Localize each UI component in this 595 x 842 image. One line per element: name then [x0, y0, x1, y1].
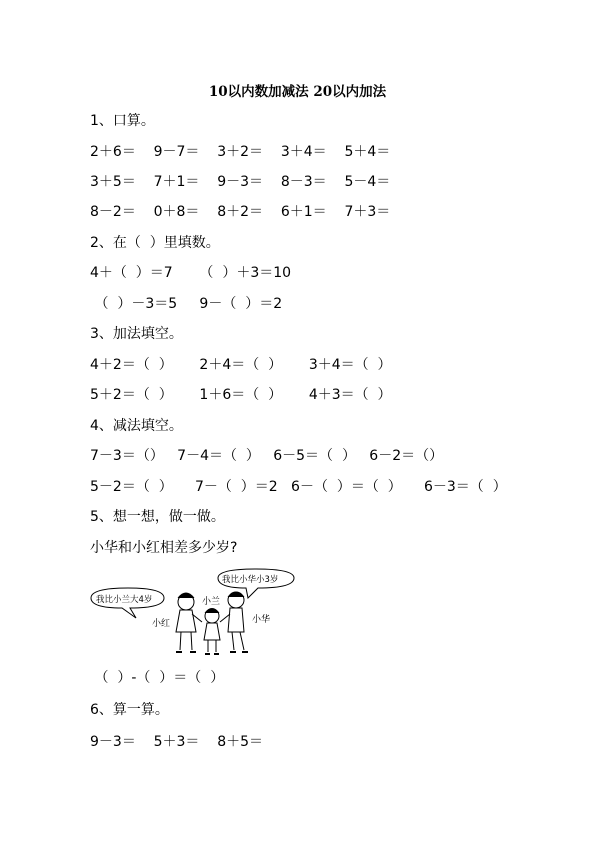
exercise-row: 2＋6＝ 9－7＝ 3＋2＝ 3＋4＝ 5＋4＝ — [90, 144, 391, 160]
exercise-row: 3＋5＝ 7＋1＝ 9－3＝ 8－3＝ 5－4＝ — [90, 174, 391, 190]
label-xiaohong: 小红 — [152, 619, 171, 629]
section-6-heading: 6、算一算。 — [90, 702, 169, 718]
children-illustration — [88, 566, 320, 662]
word-problem-question: 小华和小红相差多少岁? — [90, 540, 238, 556]
speech-bubble-left-text: 我比小兰大4岁 — [96, 595, 153, 605]
section-4-heading: 4、减法填空。 — [90, 418, 183, 434]
exercise-row: （ ）－3＝5 9－（ ）＝2 — [90, 296, 283, 312]
child-xiaohua — [220, 592, 248, 652]
answer-blank-row: （ ）-（ ）＝（ ） — [90, 670, 225, 686]
section-2-heading: 2、在（ ）里填数。 — [90, 235, 220, 251]
child-xiaolan — [204, 609, 220, 655]
exercise-row: 5＋2＝（ ） 1＋6＝（ ） 4＋3＝（ ） — [90, 387, 392, 403]
exercise-row: 4＋（ ）＝7 （ ）＋3＝10 — [90, 265, 292, 281]
section-3-heading: 3、加法填空。 — [90, 326, 183, 342]
child-xiaohong — [176, 593, 202, 652]
speech-bubble-right — [218, 569, 294, 598]
speech-bubble-right-text: 我比小华小3岁 — [222, 575, 279, 585]
label-xiaohua: 小华 — [252, 615, 271, 625]
speech-bubble-left — [91, 588, 164, 618]
exercise-row: 5－2＝（ ） 7－（ ）＝2 6－（ ）＝（ ） 6－3＝（ ） — [90, 479, 507, 495]
exercise-row: 4＋2＝（ ） 2＋4＝（ ） 3＋4＝（ ） — [90, 357, 392, 373]
exercise-row: 7－3＝（） 7－4＝（ ） 6－5＝（ ） 6－2＝（） — [90, 448, 444, 464]
exercise-row: 8－2＝ 0＋8＝ 8＋2＝ 6＋1＝ 7＋3＝ — [90, 204, 391, 220]
label-xiaolan: 小兰 — [202, 597, 221, 607]
section-5-heading: 5、想一想，做一做。 — [90, 509, 225, 525]
section-1-heading: 1、口算。 — [90, 113, 155, 129]
exercise-row: 9－3＝ 5＋3＝ 8＋5＝ — [90, 734, 264, 750]
page-title: 10以内数加减法 20以内加法 — [208, 84, 387, 100]
